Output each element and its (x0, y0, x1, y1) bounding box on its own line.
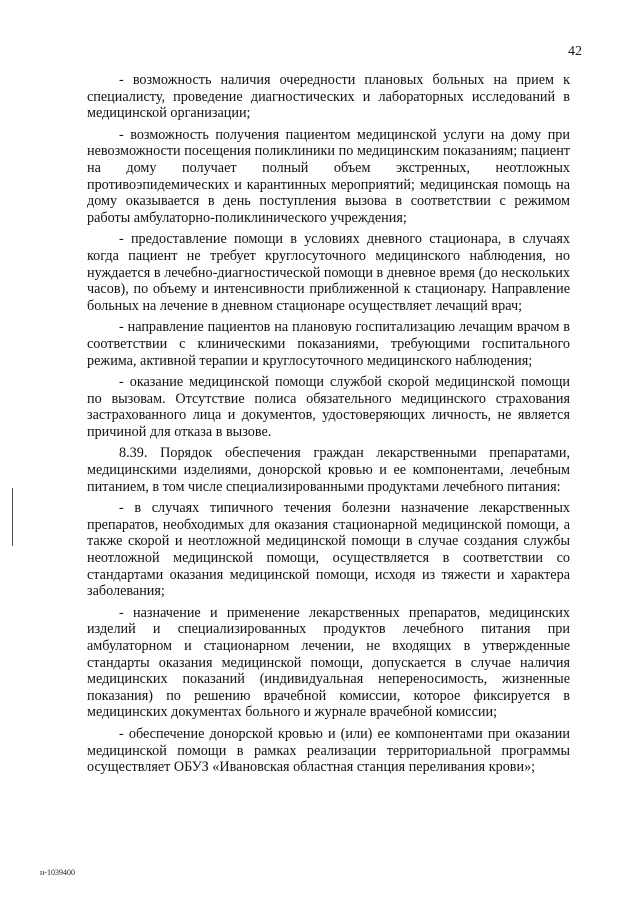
paragraph-queue-availability: - возможность наличия очередности плановых больных на прием к специалисту, проведение диагностических и лабораторных исследований в медицинской организации; (87, 72, 570, 122)
paragraph-donor-blood: - обеспечение донорской кровью и (или) ее компонентами при оказании медицинской помощи в рамках реализации территориальной программы осуществляет ОБУЗ «Ивановская областная станция переливания крови»; (87, 725, 570, 776)
margin-mark (12, 488, 13, 546)
paragraph-home-care: - возможность получения пациентом медицинской услуги на дому при невозможности посещения поликлиники по медицинским показаниям; пациент на дому получает полный объем экстренных, неотложных противоэпидемических и карантинных мероприятий; медицинская помощь на дому оказывается в день поступления вызова в соответствии с режимом работы амбулаторно-поликлинического учреждения; (87, 126, 570, 226)
document-body (87, 72, 570, 781)
paragraph-day-hospital: - предоставление помощи в условиях дневного стационара, в случаях когда пациент не требует круглосуточного медицинского наблюдения, но нуждается в лечебно-диагностической помощи в дневное время (до нескольких часов), по объему и интенсивности приближенной к стационару. Направление больных на лечение в дневном стационаре осуществляет лечащий врач; (87, 231, 570, 314)
paragraph-section-8-39: 8.39. Порядок обеспечения граждан лекарственными препаратами, медицинскими изделиями, донорской кровью и ее компонентами, лечебным питанием, в том числе специализированными продуктами лечебного питания: (87, 445, 570, 495)
page-number: 42 (568, 44, 582, 59)
paragraph-non-standard-prescription: - назначение и применение лекарственных препаратов, медицинских изделий и специализированных продуктов лечебного питания при амбулаторном и стационарном лечении, не входящих в утвержденные стандарты оказания медицинской помощи, допускается в случае наличия медицинских показаний (индивидуальная непереносимость, жизненные показания) по решению врачебной комиссии, которое фиксируется в медицинских документах больного и журнале врачебной комиссии; (87, 604, 570, 721)
paragraph-emergency-care: - оказание медицинской помощи службой скорой медицинской помощи по вызовам. Отсутствие полиса обязательного медицинского страхования застрахованного лица и документов, удостоверяющих личность, не является причиной для отказа в вызове. (87, 374, 570, 440)
paragraph-planned-hospitalization: - направление пациентов на плановую госпитализацию лечащим врачом в соответствии с клиническими показаниями, требующими госпитального режима, активной терапии и круглосуточного медицинского наблюдения; (87, 319, 570, 369)
paragraph-typical-disease: - в случаях типичного течения болезни назначение лекарственных препаратов, необходимых для оказания стационарной медицинской помощи, а также скорой и неотложной медицинской помощи в случае создания службы неотложной медицинской помощи, осуществляется в соответствии со стандартами оказания медицинской помощи, исходя из тяжести и характера заболевания; (87, 500, 570, 600)
footer-document-code: н-1039400 (40, 868, 75, 877)
